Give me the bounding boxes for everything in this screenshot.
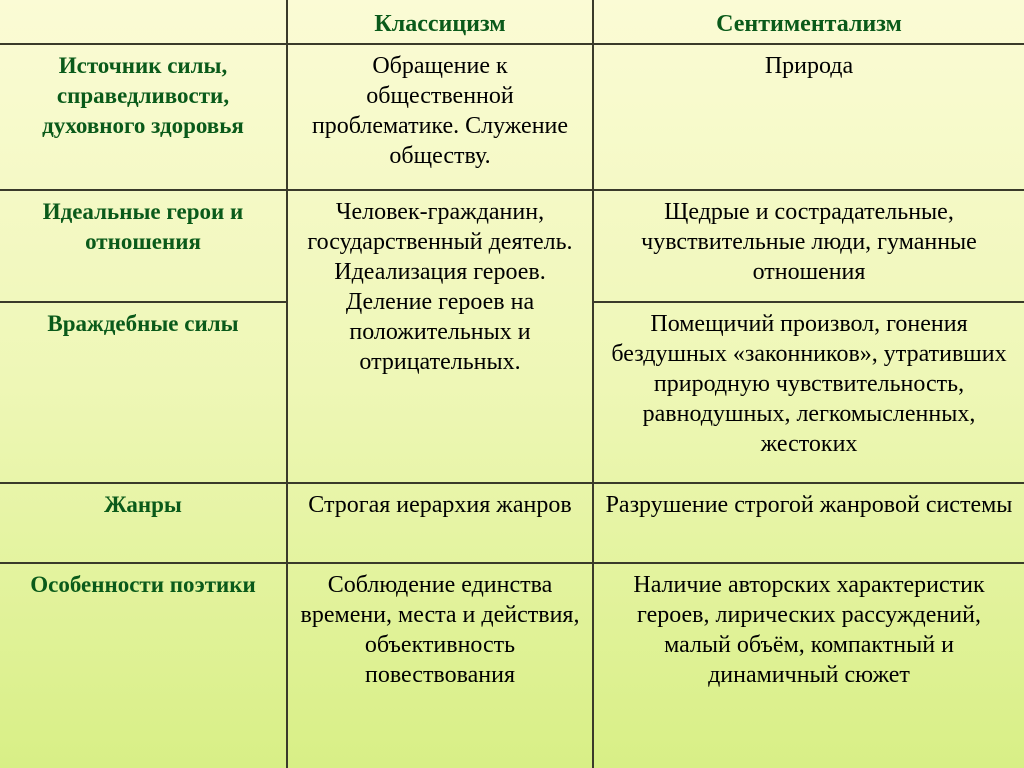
row-label-genres: Жанры <box>0 483 287 563</box>
table-row <box>0 44 1024 190</box>
cell-sentimentalism-hostile-forces: Помещичий произвол, гонения бездушных «законников», утративших природную чувствительность, равнодушных, легкомысленных, жестоких <box>593 302 1024 483</box>
row-label-source-of-strength: Источник силы, справедливости, духовного здоровья <box>0 44 287 190</box>
cell-classicism-heroes-and-hostile-forces: Человек-гражданин, государственный деятель. Идеализация героев. Деление героев на положительных и отрицательных. <box>287 190 593 483</box>
row-label-poetics: Особенности поэтики <box>0 563 287 768</box>
header-row <box>0 0 1024 44</box>
cell-sentimentalism-genres: Разрушение строгой жанровой системы <box>593 483 1024 563</box>
cell-sentimentalism-source: Природа <box>593 44 1024 190</box>
cell-classicism-genres: Строгая иерархия жанров <box>287 483 593 563</box>
cell-classicism-poetics: Соблюдение единства времени, места и действия, объективность повествования <box>287 563 593 768</box>
table-row <box>0 483 1024 563</box>
column-header-classicism: Классицизм <box>287 0 593 44</box>
cell-classicism-source: Обращение к общественной проблематике. Служение обществу. <box>287 44 593 190</box>
corner-cell <box>0 0 287 44</box>
table-row <box>0 190 1024 302</box>
cell-sentimentalism-poetics: Наличие авторских характеристик героев, лирических рассуждений, малый объём, компактный и динамичный сюжет <box>593 563 1024 768</box>
row-label-hostile-forces: Враждебные силы <box>0 302 287 483</box>
column-header-sentimentalism: Сентиментализм <box>593 0 1024 44</box>
cell-sentimentalism-heroes: Щедрые и сострадательные, чувствительные люди, гуманные отношения <box>593 190 1024 302</box>
row-label-ideal-heroes: Идеальные герои и отношения <box>0 190 287 302</box>
table-row <box>0 563 1024 768</box>
